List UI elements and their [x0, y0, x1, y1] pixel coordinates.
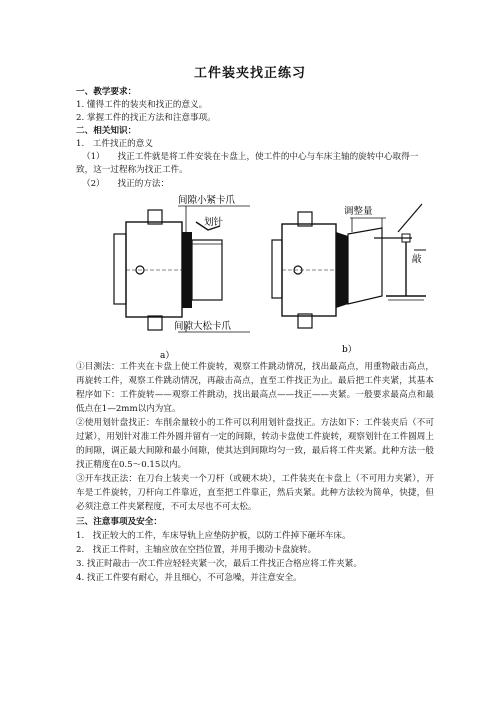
figure-b-chuck-adjustment	[262, 192, 432, 362]
requirement-item-1: 1. 懂得工件的装夹和找正的意义。	[76, 100, 208, 110]
method-visual-inspection: ①目测法：工件夹在卡盘上使工件旋转，观察工件跳动情况，找出最高点，用重物敲击高点，再旋转工件，观察工件跳动情况，再敲击高点，直至工件找正为止。最后把工件夹紧，其基本程序如下：工件旋转——观察工件跳动，找出最高点——找正——夹紧。一般要求最高点和最低点在1—2mm以内为宜。	[76, 362, 434, 414]
requirement-item-2: 2. 掌握工件的找正方法和注意事项。	[76, 113, 216, 123]
knowledge-paragraph-1a: （1） 找正工件就是将工件安装在卡盘上，使工件的中心与车床主轴的旋转中心取得一	[82, 152, 419, 162]
knowledge-item-1: 1. 工件找正的意义	[76, 139, 153, 149]
page-title: 工件装夹找正练习	[193, 66, 306, 81]
label-adjustment-amount: 调整量	[344, 206, 373, 217]
safety-item-3: 3. 找正时敲击一次工件应轻轻夹紧一次，最后工件找正合格应将工件夹紧。	[76, 559, 362, 569]
knowledge-paragraph-2: （2） 找正的方法：	[82, 179, 170, 189]
figure-a-chuck-scriber	[100, 192, 260, 362]
section-heading-requirements: 一、教学要求：	[76, 87, 137, 97]
section-heading-knowledge: 二、相关知识：	[76, 126, 137, 136]
label-small-gap-tight-jaw: 间隙小紧卡爪	[178, 195, 236, 206]
safety-item-4: 4. 找正工件要有耐心，并且细心，不可急噪，并注意安全。	[76, 573, 302, 583]
label-tap: 敲	[412, 254, 422, 265]
section-heading-safety: 三、注意事项及安全：	[76, 517, 162, 527]
label-large-gap-loose-jaw: 间隙大松卡爪	[174, 321, 232, 332]
caption-b: b）	[342, 345, 357, 355]
safety-item-2: 2. 找正工件时，主轴应放在空挡位置，并用手搬动卡盘旋转。	[76, 545, 317, 555]
method-scriber-gauge: ②使用划针盘找正：车削余量较小的工件可以利用划针盘找正。方法如下：工件装夹后（不可过紧），用划针对准工件外圆并留有一定的间隙，转动卡盘使工件旋转，观察划针在工件圆周上的间隙，调正最大间隙和最小间隙，使其达到间隙均匀一致，最后将工件夹紧。此种方法一般找正精度在0.5～0.15以内。	[76, 418, 434, 470]
safety-item-1: 1. 找正较大的工件，车床导轨上应垫防护板，以防工件掉下砸坏车床。	[76, 531, 351, 541]
knowledge-paragraph-1b: 致，这一过程称为找正工件。	[76, 165, 188, 175]
caption-a: a）	[160, 351, 175, 361]
label-scriber: 划针	[204, 217, 224, 228]
method-running-alignment: ③开车找正法：在刀台上装夹一个刀杆（或硬木块），工件装夹在卡盘上（不可用力夹紧），开车是工件旋转，刀杆向工件靠近，直至把工件靠正，然后夹紧。此种方法较为简单，快捷，但必须注意工件夹紧程度，不可太尽也不可太松。	[76, 474, 434, 512]
